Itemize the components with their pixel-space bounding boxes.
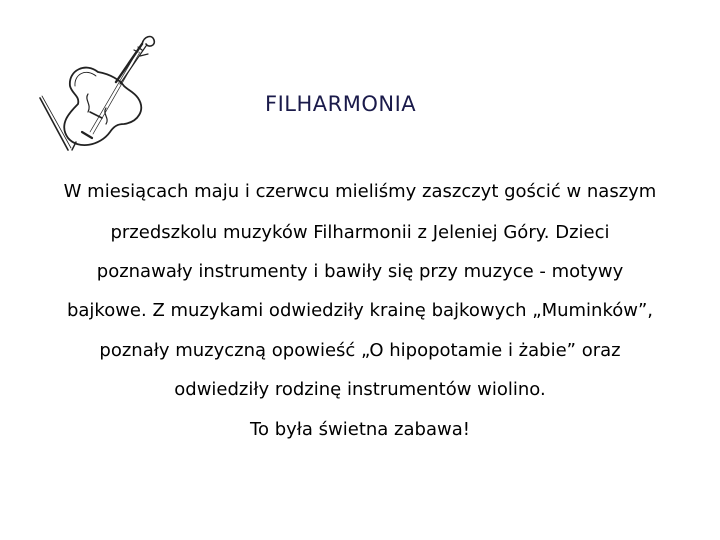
body-text-line-4: bajkowe. Z muzykami odwiedziły krainę bajkowych „Muminków”, [66, 300, 654, 321]
body-text-line-5: poznały muzyczną opowieść „O hipopotamie i żabie” oraz [99, 340, 621, 361]
body-text-line-6: odwiedziły rodzinę instrumentów wiolino. [174, 379, 546, 400]
cello-drawing-icon [38, 28, 160, 154]
page-title: FILHARMONIA [265, 92, 417, 116]
body-text-line-7: To była świetna zabawa! [250, 419, 470, 440]
body-text-line-3: poznawały instrumenty i bawiły się przy muzyce - motywy [96, 261, 624, 282]
body-text-line-1: W miesiącach maju i czerwcu mieliśmy zaszczyt gościć w naszym [63, 181, 657, 202]
body-text-line-2: przedszkolu muzyków Filharmonii z Jeleniej Góry. Dzieci [110, 222, 610, 243]
